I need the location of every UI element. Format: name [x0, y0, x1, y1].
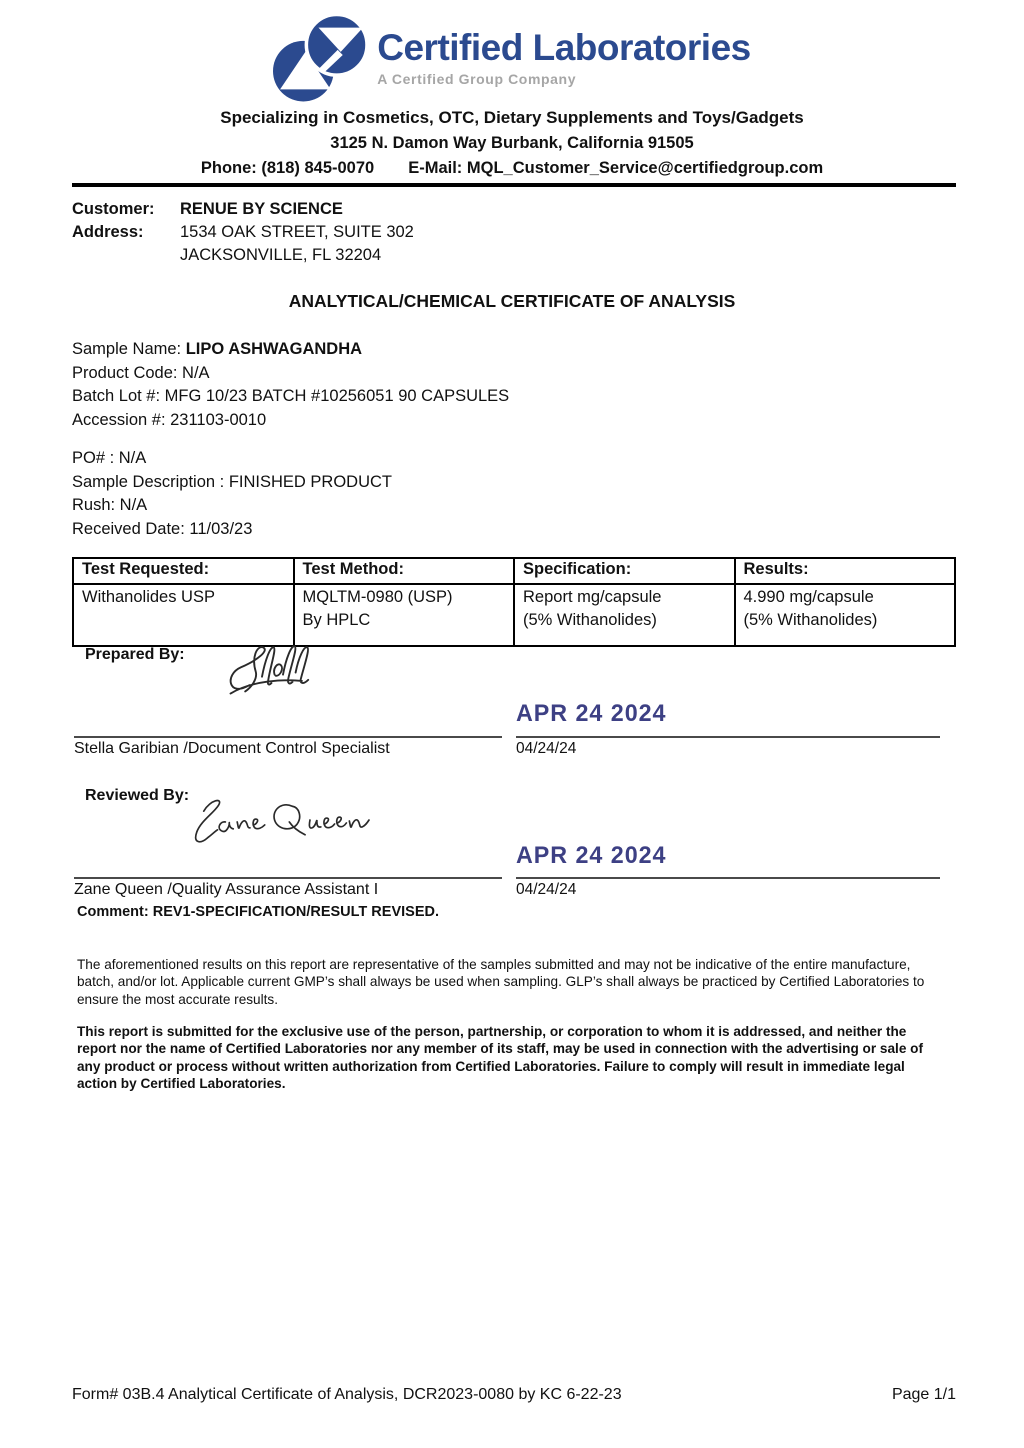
cell-specification: Report mg/capsule (5% Withanolides): [514, 584, 735, 646]
cell-results: 4.990 mg/capsule (5% Withanolides): [735, 584, 956, 646]
header-divider: [72, 183, 956, 187]
logo-text: [377, 29, 750, 87]
po-line: PO# : N/A: [72, 449, 147, 467]
email-text: E-Mail: MQL_Customer_Service@certifiedgroup.com: [408, 159, 824, 177]
comment-line: Comment: REV1-SPECIFICATION/RESULT REVISED.: [77, 904, 439, 920]
prepared-signature: [220, 642, 325, 702]
reviewed-by-label: Reviewed By:: [85, 787, 190, 804]
sample-description-line: Sample Description : FINISHED PRODUCT: [72, 472, 392, 491]
col-specification: Specification:: [514, 558, 735, 584]
cell-test-method: MQLTM-0980 (USP) By HPLC: [294, 584, 515, 646]
reviewed-signature-line: [74, 877, 502, 879]
accession-line: Accession #: 231103-0010: [72, 410, 267, 429]
phone-text: Phone: (818) 845-0070: [200, 159, 375, 177]
reviewed-date: 04/24/24: [516, 881, 577, 898]
footer-page-number: Page 1/1: [891, 1386, 956, 1403]
table-row: [73, 584, 955, 646]
address-label: Address:: [72, 223, 144, 241]
customer-block: [72, 198, 414, 267]
product-code-line: Product Code: N/A: [72, 363, 210, 382]
cell-test-requested: Withanolides USP: [73, 584, 294, 646]
customer-name: RENUE BY SCIENCE: [180, 200, 343, 218]
lab-address-line: 3125 N. Damon Way Burbank, California 91505: [330, 134, 694, 152]
logo: [0, 14, 1024, 102]
customer-label: Customer:: [72, 200, 155, 218]
results-table: [72, 557, 956, 647]
rush-line: Rush: N/A: [72, 496, 148, 514]
reviewed-date-stamp: APR 24 2024: [516, 842, 667, 869]
sample-info-block: [72, 338, 509, 432]
po-info-block: [72, 447, 392, 541]
specializing-line: Specializing in Cosmetics, OTC, Dietary Supplements and Toys/Gadgets: [220, 108, 804, 127]
document-title: ANALYTICAL/CHEMICAL CERTIFICATE OF ANALYSIS: [288, 291, 736, 311]
prepared-signature-line: [74, 736, 502, 738]
reviewed-signature: [188, 790, 370, 852]
prepared-date: 04/24/24: [516, 740, 577, 757]
customer-address-line2: JACKSONVILLE, FL 32204: [180, 246, 382, 264]
batch-lot-line: Batch Lot #: MFG 10/23 BATCH #10256051 90 CAPSULES: [72, 387, 510, 405]
sample-name-value: LIPO ASHWAGANDHA: [185, 340, 363, 358]
reviewed-name-title: Zane Queen /Quality Assurance Assistant I: [74, 881, 379, 898]
prepared-date-line: [516, 736, 940, 738]
disclaimer-legal: This report is submitted for the exclusive use of the person, partnership, or corporation to whom it is addressed, and neither the report nor the name of Certified Laboratories nor any member of its staff, may be used in connection with the advertising or sale of any product or process without written authorization from Certified Laboratories. Failure to comply will result in immediate legal action by Certified Laboratories.: [77, 1024, 923, 1092]
prepared-date-stamp: APR 24 2024: [516, 700, 667, 727]
results-table-header-row: [73, 558, 955, 584]
col-test-method: Test Method:: [294, 558, 515, 584]
brand-tagline: A Certified Group Company: [377, 70, 577, 87]
prepared-name-title: Stella Garibian /Document Control Specialist: [74, 740, 390, 757]
contact-line: [0, 159, 1024, 178]
col-test-requested: Test Requested:: [73, 558, 294, 584]
customer-address-line1: 1534 OAK STREET, SUITE 302: [180, 223, 414, 241]
sample-name-line: Sample Name: LIPO ASHWAGANDHA: [72, 340, 363, 358]
col-results: Results:: [735, 558, 956, 584]
prepared-by-label: Prepared By:: [85, 646, 185, 663]
disclaimer-results: The aforementioned results on this report are representative of the samples submitted and may not be indicative of the entire manufacture, batch, and/or lot. Applicable current GMP’s shall always be used when sampling. GLP’s shall always be practiced by Certified Laboratories to ensure the most accurate results.: [77, 957, 925, 1007]
received-date-line: Received Date: 11/03/23: [72, 519, 253, 538]
brand-name: Certified Laboratories: [377, 27, 751, 69]
certified-laboratories-logo-icon: [273, 14, 367, 102]
reviewed-date-line: [516, 877, 940, 879]
footer-form-number: Form# 03B.4 Analytical Certificate of Analysis, DCR2023-0080 by KC 6-22-23: [72, 1386, 622, 1403]
